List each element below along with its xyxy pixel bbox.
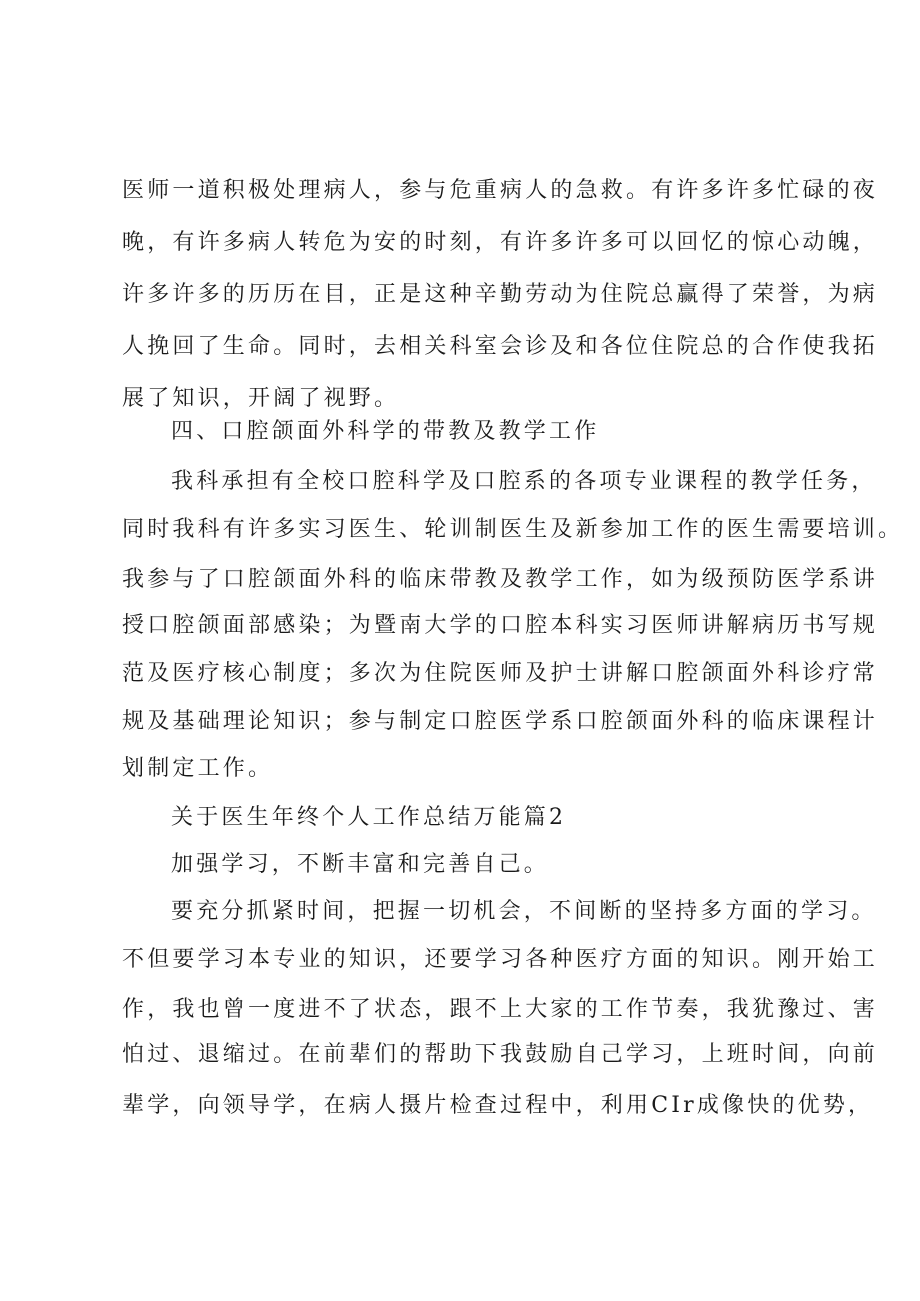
paragraph-line: 我科承担有全校口腔科学及口腔系的各项专业课程的教学任务，	[171, 469, 877, 494]
paragraph-line: 范及医疗核心制度；多次为住院医师及护士讲解口腔颌面外科诊疗常	[122, 661, 879, 686]
paragraph-line: 划制定工作。	[122, 756, 274, 781]
paragraph-line: 辈学，向领导学，在病人摄片检查过程中，利用CIr成像快的优势，	[122, 1093, 874, 1118]
paragraph-line: 人挽回了生命。同时，去相关科室会诊及和各位住院总的合作使我拓	[122, 334, 879, 359]
section-heading: 四、口腔颌面外科学的带教及教学工作	[171, 419, 600, 444]
paragraph-line: 作，我也曾一度进不了状态，跟不上大家的工作节奏，我犹豫过、害	[122, 997, 879, 1022]
section-heading: 关于医生年终个人工作总结万能篇2	[171, 805, 567, 830]
paragraph-line: 要充分抓紧时间，把握一切机会，不间断的坚持多方面的学习。	[171, 899, 877, 924]
paragraph-line: 同时我科有许多实习医生、轮训制医生及新参加工作的医生需要培训。	[122, 517, 904, 542]
paragraph-line: 医师一道积极处理病人，参与危重病人的急救。有许多许多忙碌的夜	[122, 178, 879, 203]
paragraph-line: 许多许多的历历在目，正是这种辛勤劳动为住院总赢得了荣誉，为病	[122, 282, 879, 307]
paragraph-line: 展了知识，开阔了视野。	[122, 386, 400, 411]
paragraph-line: 晚，有许多病人转危为安的时刻，有许多许多可以回忆的惊心动魄，	[122, 230, 879, 255]
paragraph-line: 规及基础理论知识；参与制定口腔医学系口腔颌面外科的临床课程计	[122, 709, 879, 734]
paragraph-line: 不但要学习本专业的知识，还要学习各种医疗方面的知识。刚开始工	[122, 947, 879, 972]
paragraph-line: 加强学习，不断丰富和完善自己。	[171, 852, 550, 877]
paragraph-line: 我参与了口腔颌面外科的临床带教及教学工作，如为级预防医学系讲	[122, 567, 879, 592]
paragraph-line: 授口腔颌面部感染；为暨南大学的口腔本科实习医师讲解病历书写规	[122, 613, 879, 638]
paragraph-line: 怕过、退缩过。在前辈们的帮助下我鼓励自己学习，上班时间，向前	[122, 1042, 879, 1067]
